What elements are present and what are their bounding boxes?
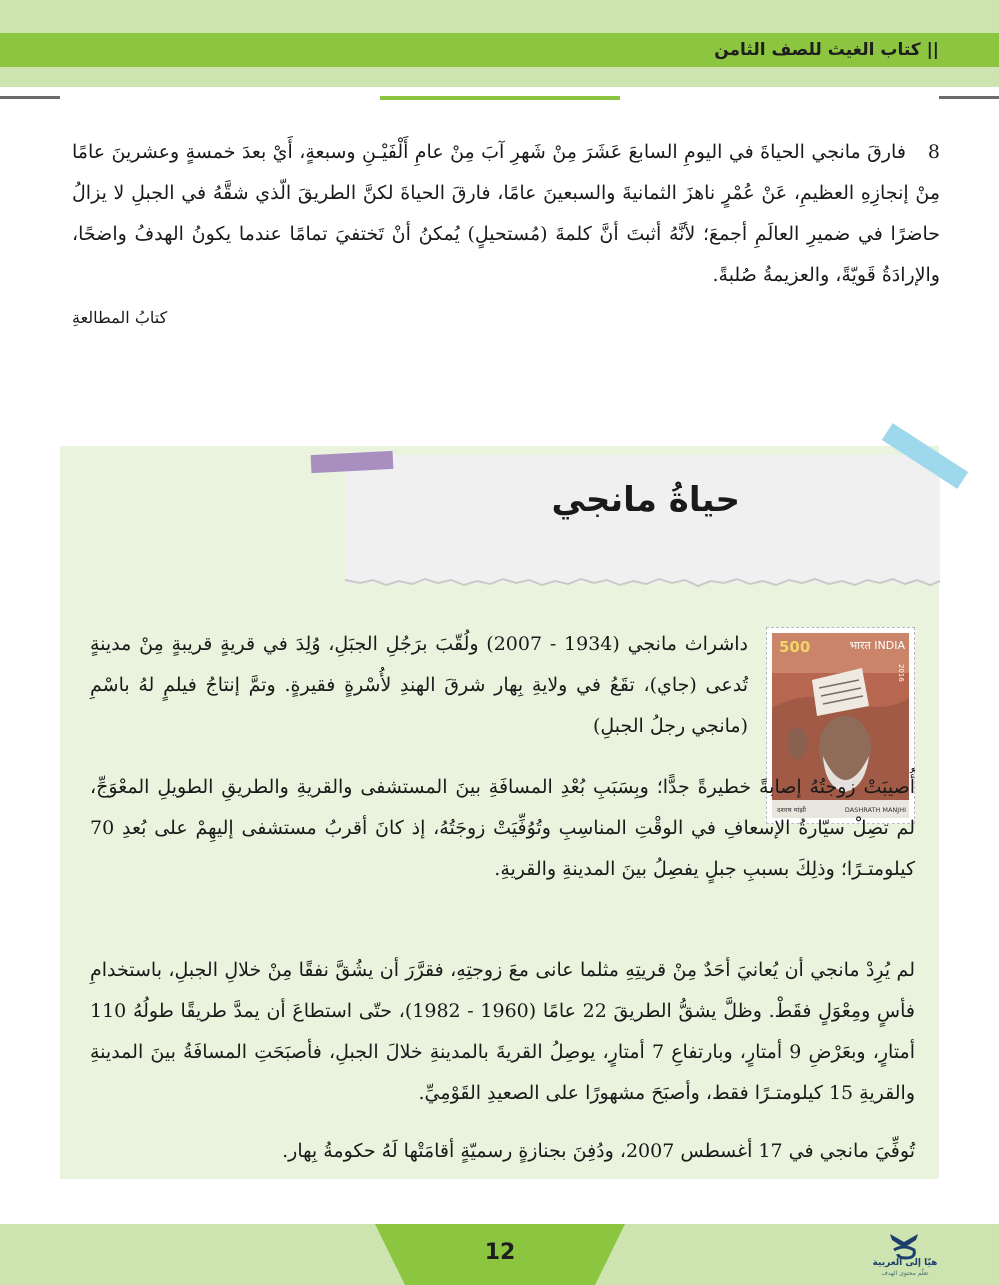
story-paragraph-1: داشراث مانجي (1934 - 2007) ولُقّبَ برَجُلِ الجبَلِ، وُلِدَ في قريةٍ قريبةٍ مِنْ مدينةٍ تُدعى (جاي)، تقَعُ في ولايةِ بِهار شرقَ الهندِ لأُسْرةٍ فقيرةٍ. وتمَّ إنتاجُ فيلمٍ لهُ باسْمِ (مانجي رجلُ الجبلِ) [90, 633, 749, 737]
stamp-name-hindi: दशरथ मांझी [777, 806, 806, 814]
story-paragraph-4: تُوفِّيَ مانجي في 17 أغسطس 2007، ودُفِنَ بجنازةٍ رسميّةٍ أقامَتْها لَهُ حكومةُ بِهار. [282, 1140, 915, 1162]
header-bottom-band [0, 67, 999, 87]
divider-right [939, 96, 999, 99]
stamp-country: भारत INDIA [849, 639, 905, 652]
stamp-year: 2016 [897, 664, 905, 682]
logo-subtext: تعلّم محتوى الهدف [881, 1270, 929, 1277]
stamp-name-english: DASHRATH MANJHI [844, 806, 906, 814]
story-title: حياةُ مانجي [551, 480, 740, 520]
story-paragraph-2-text: أُصيبَتْ زوجتُهُ إصابةً خطيرةً جدًّا؛ وبِسَبَبِ بُعْدِ المسافَةِ بينَ المستشفى والقريةِ والطريقِ الطويلِ المعْوَجِّ، لم تصِلْ سيّارةُ الإسعافِ في الوقْتِ المناسِبِ وتُوُفِّيَتْ زوجَتُهُ، إذ كانَ أقربُ مستشفى إليهِمْ على بُعدِ 70 كيلومتـرًا؛ وذلِكَ بسببِ جبلٍ يفصِلُ بينَ المدينةِ والقريةِ. [90, 776, 915, 880]
story-paragraph-3: لم يُرِدْ مانجي أن يُعانيَ أحَدٌ مِنْ قريتِهِ مثلما عانى معَ زوجتِهِ، فقرَّرَ أن يشُقَّ نفقًا مِنْ خلالِ الجبلِ، باستخدامِ فأسٍ ومِعْوَلٍ فقَطْ. وظلَّ يشقُّ الطريقَ 22 عامًا (1960 - 1982)، حتّى استطاعَ أن يمدَّ طريقًا طولُهُ 110 أمتارٍ، وبعَرْضِ 9 أمتارٍ، وبارتفاعِ 7 أمتارٍ، يوصِلُ القريةَ بالمدينةِ خلالَ الجبلِ، فأصبَحَتِ المسافَةُ بينَ المدينةِ والقريةِ 15 كيلومتـرًا فقط، وأصبَحَ مشهورًا على الصعيدِ القَوْمِيِّ. [90, 959, 916, 1104]
source-citation: كتابُ المطالعةِ [72, 308, 168, 327]
header-top-band [0, 0, 999, 33]
paragraph-number: 8 [927, 141, 940, 163]
book-title: || كتاب الغيث للصف الثامن [714, 40, 939, 60]
divider-center [380, 96, 620, 100]
story-paragraph-2 [90, 767, 915, 890]
paragraph-text: فارقَ مانجي الحياةَ في اليومِ السابعَ عَشَرَ مِنْ شَهرِ آبَ مِنْ عامِ أَلْفَيْـنِ وسبعةٍ، أَيْ بعدَ خمسةٍ وعشرينَ عامًا مِنْ إنجازِهِ العظيمِ، عَنْ عُمْرٍ ناهزَ الثمانيةَ والسبعينَ عامًا، فارقَ الحياةَ لكنَّ الطريقَ الّذي شقَّهُ في الجبلِ لا يزالُ حاضرًا في ضميرِ العالَمِ أجمعَ؛ لأنَّهُ أثبتَ أنَّ كلمةَ (مُستحيلٍ) يُمكنُ أنْ تَختفيَ تمامًا عندما يكونُ الهدفُ واضحًا، والإرادَةُ قَويّةً، والعزيمةُ صُلبةً. [72, 141, 940, 286]
closing-paragraph [72, 132, 940, 296]
page-number: 12 [484, 1240, 516, 1265]
logo-text: هيّا إلى العربية [872, 1258, 938, 1268]
stamp-value: 500 [779, 638, 811, 656]
divider-left [0, 96, 60, 99]
torn-paper-edge [345, 571, 940, 589]
